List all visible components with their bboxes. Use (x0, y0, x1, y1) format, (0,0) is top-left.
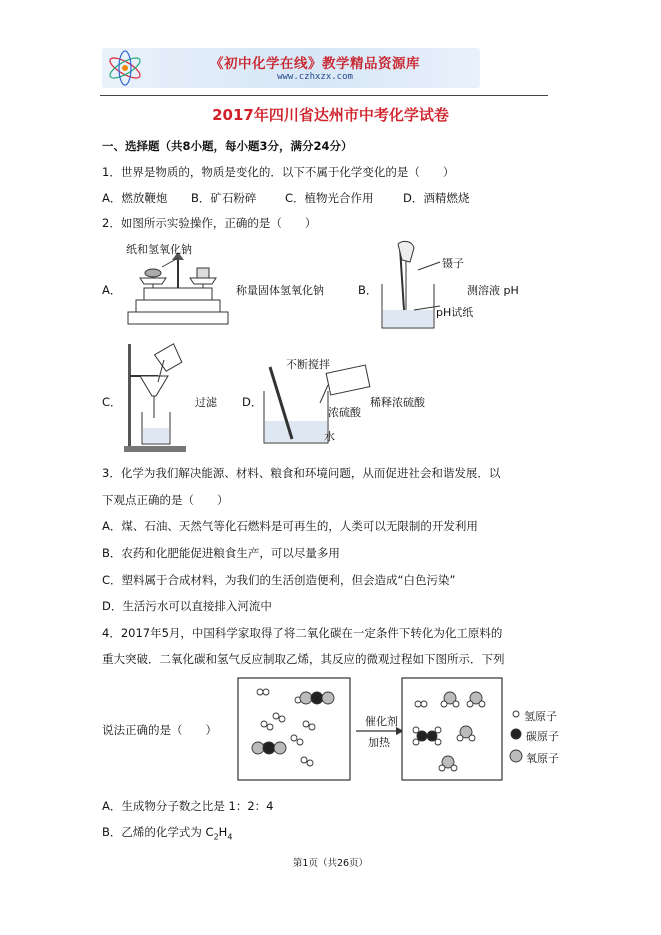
question-2-option-b-caption: 测溶液 pH (467, 284, 519, 297)
question-3-option-c: C．塑料属于合成材料，为我们的生活创造便利，但会造成“白色污染” (102, 573, 456, 587)
question-2-option-a-letter: A． (102, 283, 122, 297)
hydrogen-symbol: H (218, 825, 228, 839)
question-4-option-a: A．生成物分子数之比是 1：2：4 (102, 799, 274, 813)
legend-oxygen-label: 氧原子 (526, 752, 559, 765)
question-3-option-d: D．生活污水可以直接排入河流中 (102, 599, 272, 613)
question-3-option-b: B．农药和化肥能促进粮食生产，可以尽量多用 (102, 546, 340, 560)
question-4-stem-line3: 说法正确的是（ ） (102, 723, 217, 737)
question-1-stem: 1．世界是物质的，物质是变化的．以下不属于化学变化的是（ ） (102, 165, 455, 179)
page-title: 2017年四川省达州市中考化学试卷 (212, 106, 449, 124)
question-1-option-c: C．植物光合作用 (285, 191, 374, 205)
legend-carbon-label: 碳原子 (526, 730, 559, 743)
question-2-option-d-caption: 稀释浓硫酸 (370, 396, 425, 409)
balance-figure-label: 纸和氢氧化钠 (126, 243, 192, 256)
oxygen-atom-legend-icon (510, 750, 522, 762)
banner-url: www.czhxzx.com (277, 72, 353, 82)
page-footer: 第1页（共26页） (292, 858, 369, 869)
subscript-4: 4 (227, 832, 233, 842)
reactants-box (238, 678, 350, 780)
question-2-option-c-letter: C． (102, 395, 122, 409)
question-3-stem-line1: 3．化学为我们解决能源、材料、粮食和环境问题，从而促进社会和谐发展．以 (102, 466, 501, 480)
question-2-option-b-letter: B． (358, 283, 378, 297)
question-2-option-a-caption: 称量固体氢氧化钠 (236, 284, 324, 297)
catalyst-label: 催化剂 (365, 715, 398, 728)
hydrogen-atom-legend-icon (513, 711, 519, 717)
water-label: 水 (324, 430, 335, 443)
question-4-option-b (102, 824, 232, 841)
question-4-stem-line1: 4．2017年5月，中国科学家取得了将二氧化碳在一定条件下转化为化工原料的 (102, 626, 503, 640)
question-2-option-c-caption: 过滤 (195, 396, 217, 409)
question-3-stem-line2: 下观点正确的是（ ） (102, 493, 229, 507)
question-1-option-d: D．酒精燃烧 (403, 191, 470, 205)
atom-logo-icon (104, 50, 146, 86)
heating-label: 加热 (368, 736, 390, 749)
ph-paper-label: pH试纸 (436, 306, 474, 319)
question-1-option-a: A．燃放鞭炮 (102, 191, 168, 205)
question-4-option-b-text: B．乙烯的化学式为 C (102, 825, 214, 839)
filtration-figure (122, 340, 194, 456)
question-2-stem: 2．如图所示实验操作，正确的是（ ） (102, 216, 317, 230)
carbon-atom-legend-icon (511, 729, 521, 739)
question-2-option-d-letter: D． (242, 395, 263, 409)
question-3-option-a: A．煤、石油、天然气等化石燃料是可再生的，人类可以无限制的开发利用 (102, 519, 478, 533)
question-4-stem-line2: 重大突破．二氧化碳和氢气反应制取乙烯，其反应的微观过程如下图所示．下列 (102, 652, 505, 666)
legend-hydrogen-label: 氢原子 (524, 710, 557, 723)
banner-title: 《初中化学在线》教学精品资源库 (210, 56, 420, 72)
reaction-diagram (236, 676, 556, 786)
header-divider (100, 95, 548, 96)
section-heading: 一、选择题（共8小题，每小题3分，满分24分） (102, 139, 353, 153)
tweezers-label: 镊子 (442, 257, 464, 270)
sulfuric-acid-label: 浓硫酸 (328, 406, 361, 419)
stirring-label: 不断搅拌 (286, 358, 330, 371)
subscript-2: 2 (213, 832, 219, 842)
question-1-option-b: B．矿石粉碎 (191, 191, 257, 205)
